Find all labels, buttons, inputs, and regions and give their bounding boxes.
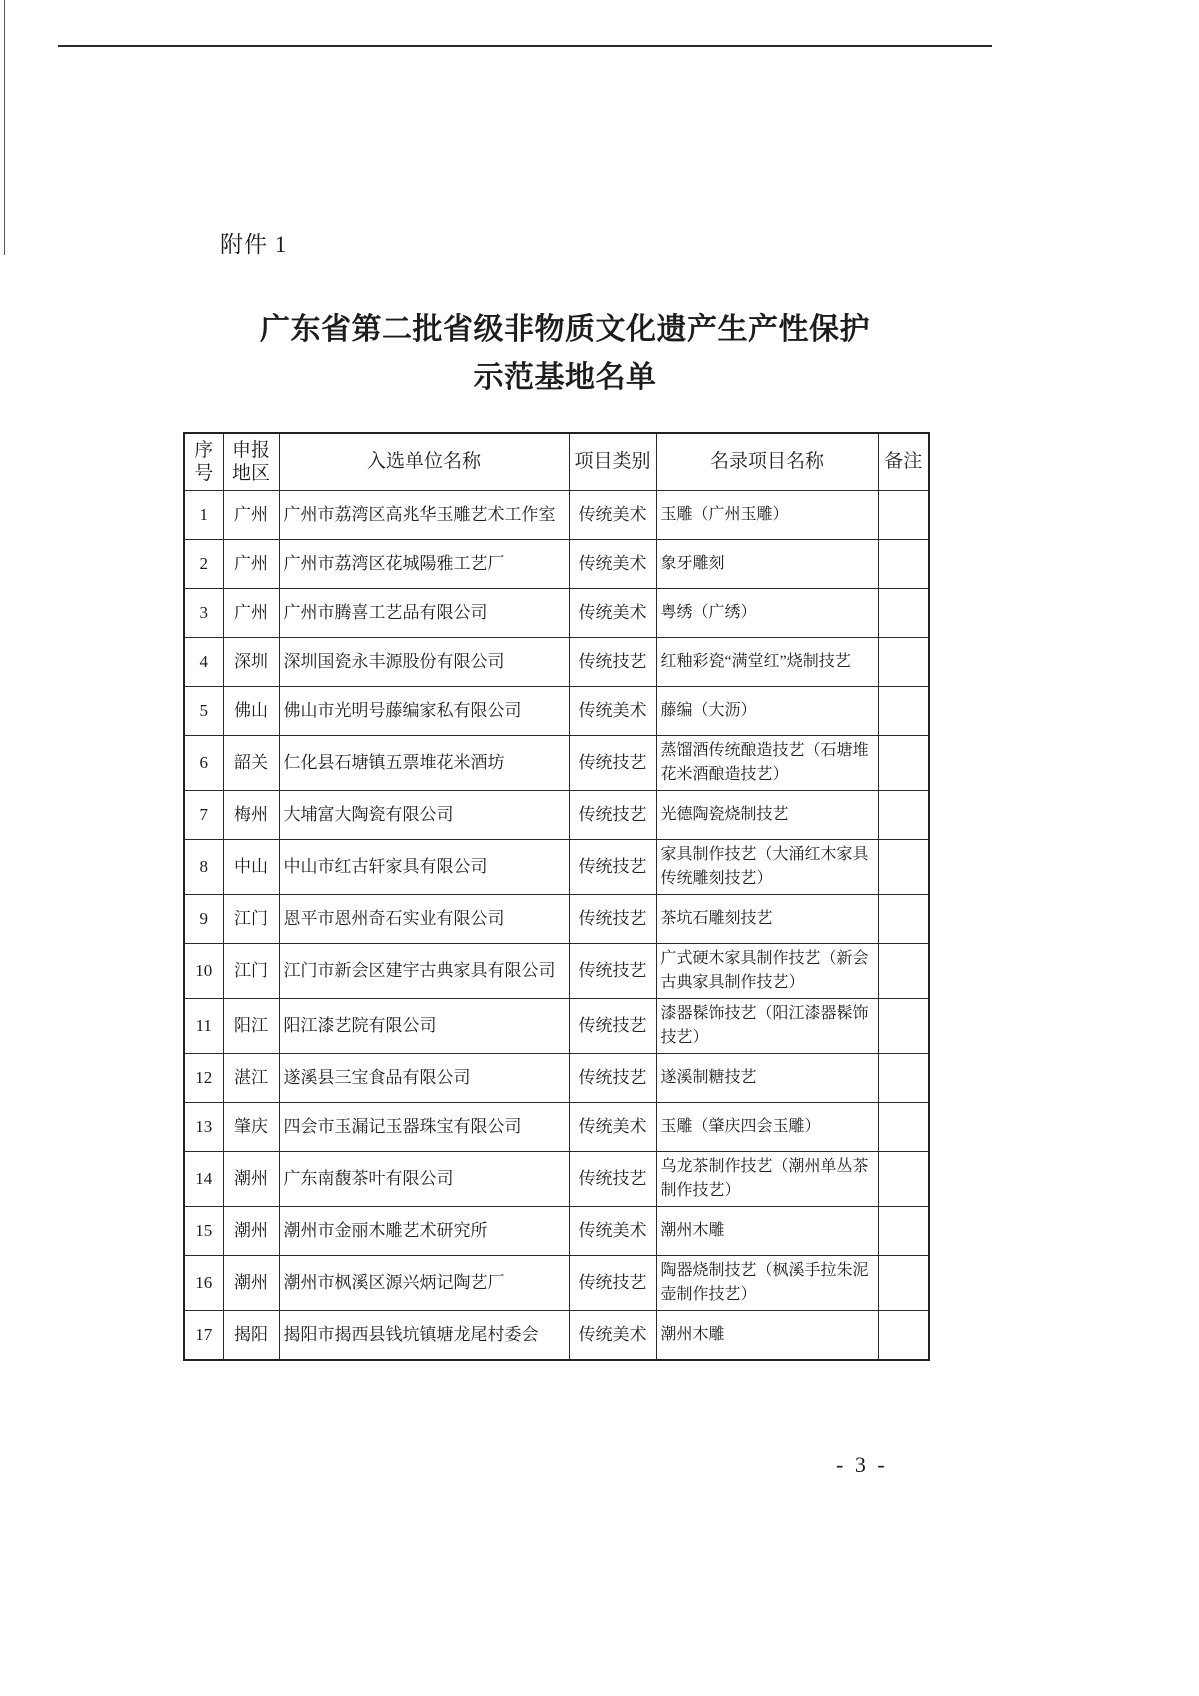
table-row bbox=[184, 1256, 929, 1311]
binding-edge-line bbox=[4, 0, 5, 255]
remark-cell bbox=[878, 944, 929, 999]
unit-name-cell: 广州市荔湾区高兆华玉雕艺术工作室 bbox=[279, 491, 569, 540]
region-cell: 湛江 bbox=[223, 1054, 279, 1103]
header-number: 序号 bbox=[184, 433, 223, 491]
unit-name-cell: 阳江漆艺院有限公司 bbox=[279, 999, 569, 1054]
project-name-cell: 红釉彩瓷“满堂红”烧制技艺 bbox=[656, 638, 878, 687]
project-name-cell: 乌龙茶制作技艺（潮州单丛茶制作技艺） bbox=[656, 1152, 878, 1207]
project-name-cell: 玉雕（肇庆四会玉雕） bbox=[656, 1103, 878, 1152]
remark-cell bbox=[878, 1207, 929, 1256]
remark-cell bbox=[878, 736, 929, 791]
table-body bbox=[184, 491, 929, 1361]
row-number-cell: 9 bbox=[184, 895, 223, 944]
table-row bbox=[184, 791, 929, 840]
document-title bbox=[250, 306, 880, 402]
region-cell: 佛山 bbox=[223, 687, 279, 736]
category-cell: 传统技艺 bbox=[569, 999, 656, 1054]
category-cell: 传统美术 bbox=[569, 540, 656, 589]
row-number-cell: 5 bbox=[184, 687, 223, 736]
region-cell: 广州 bbox=[223, 491, 279, 540]
unit-name-cell: 江门市新会区建宇古典家具有限公司 bbox=[279, 944, 569, 999]
remark-cell bbox=[878, 1311, 929, 1361]
remark-cell bbox=[878, 1152, 929, 1207]
row-number-cell: 3 bbox=[184, 589, 223, 638]
table-row bbox=[184, 999, 929, 1054]
header-rule bbox=[58, 45, 992, 47]
table-row bbox=[184, 736, 929, 791]
table-row bbox=[184, 687, 929, 736]
table-row bbox=[184, 1103, 929, 1152]
project-name-cell: 玉雕（广州玉雕） bbox=[656, 491, 878, 540]
header-remark: 备注 bbox=[878, 433, 929, 491]
row-number-cell: 4 bbox=[184, 638, 223, 687]
category-cell: 传统美术 bbox=[569, 491, 656, 540]
table-row bbox=[184, 540, 929, 589]
project-name-cell: 潮州木雕 bbox=[656, 1311, 878, 1361]
region-cell: 潮州 bbox=[223, 1152, 279, 1207]
region-cell: 江门 bbox=[223, 895, 279, 944]
table-row bbox=[184, 589, 929, 638]
remark-cell bbox=[878, 491, 929, 540]
row-number-cell: 15 bbox=[184, 1207, 223, 1256]
region-cell: 揭阳 bbox=[223, 1311, 279, 1361]
unit-name-cell: 遂溪县三宝食品有限公司 bbox=[279, 1054, 569, 1103]
row-number-cell: 1 bbox=[184, 491, 223, 540]
table-row bbox=[184, 491, 929, 540]
unit-name-cell: 潮州市金丽木雕艺术研究所 bbox=[279, 1207, 569, 1256]
project-name-cell: 光德陶瓷烧制技艺 bbox=[656, 791, 878, 840]
row-number-cell: 13 bbox=[184, 1103, 223, 1152]
row-number-cell: 10 bbox=[184, 944, 223, 999]
project-name-cell: 漆器髹饰技艺（阳江漆器髹饰技艺） bbox=[656, 999, 878, 1054]
region-cell: 潮州 bbox=[223, 1207, 279, 1256]
unit-name-cell: 恩平市恩州奇石实业有限公司 bbox=[279, 895, 569, 944]
category-cell: 传统美术 bbox=[569, 1103, 656, 1152]
header-category: 项目类别 bbox=[569, 433, 656, 491]
row-number-cell: 16 bbox=[184, 1256, 223, 1311]
row-number-cell: 17 bbox=[184, 1311, 223, 1361]
header-row bbox=[184, 433, 929, 491]
region-cell: 中山 bbox=[223, 840, 279, 895]
table-row bbox=[184, 1054, 929, 1103]
category-cell: 传统美术 bbox=[569, 1311, 656, 1361]
remark-cell bbox=[878, 540, 929, 589]
project-name-cell: 潮州木雕 bbox=[656, 1207, 878, 1256]
category-cell: 传统技艺 bbox=[569, 895, 656, 944]
unit-name-cell: 仁化县石塘镇五票堆花米酒坊 bbox=[279, 736, 569, 791]
project-name-cell: 家具制作技艺（大涌红木家具传统雕刻技艺） bbox=[656, 840, 878, 895]
document-title-line-2: 示范基地名单 bbox=[473, 361, 657, 394]
table-row bbox=[184, 1311, 929, 1361]
remark-cell bbox=[878, 687, 929, 736]
unit-name-cell: 广州市腾喜工艺品有限公司 bbox=[279, 589, 569, 638]
row-number-cell: 12 bbox=[184, 1054, 223, 1103]
table-row bbox=[184, 1207, 929, 1256]
remark-cell bbox=[878, 895, 929, 944]
row-number-cell: 11 bbox=[184, 999, 223, 1054]
table-row bbox=[184, 895, 929, 944]
row-number-cell: 8 bbox=[184, 840, 223, 895]
region-cell: 广州 bbox=[223, 540, 279, 589]
project-name-cell: 广式硬木家具制作技艺（新会古典家具制作技艺） bbox=[656, 944, 878, 999]
category-cell: 传统技艺 bbox=[569, 791, 656, 840]
project-name-cell: 遂溪制糖技艺 bbox=[656, 1054, 878, 1103]
unit-name-cell: 中山市红古轩家具有限公司 bbox=[279, 840, 569, 895]
category-cell: 传统技艺 bbox=[569, 638, 656, 687]
remark-cell bbox=[878, 1103, 929, 1152]
category-cell: 传统美术 bbox=[569, 589, 656, 638]
region-cell: 韶关 bbox=[223, 736, 279, 791]
page-number: - 3 - bbox=[836, 1452, 888, 1477]
remark-cell bbox=[878, 999, 929, 1054]
unit-name-cell: 大埔富大陶瓷有限公司 bbox=[279, 791, 569, 840]
document-title-line-1: 广东省第二批省级非物质文化遗产生产性保护 bbox=[260, 313, 870, 346]
project-name-cell: 象牙雕刻 bbox=[656, 540, 878, 589]
table-row bbox=[184, 638, 929, 687]
unit-name-cell: 广东南馥茶叶有限公司 bbox=[279, 1152, 569, 1207]
project-name-cell: 陶器烧制技艺（枫溪手拉朱泥壶制作技艺） bbox=[656, 1256, 878, 1311]
remark-cell bbox=[878, 1256, 929, 1311]
category-cell: 传统技艺 bbox=[569, 840, 656, 895]
attachment-label: 附件 1 bbox=[220, 232, 288, 257]
category-cell: 传统美术 bbox=[569, 1207, 656, 1256]
remark-cell bbox=[878, 1054, 929, 1103]
category-cell: 传统技艺 bbox=[569, 736, 656, 791]
region-cell: 肇庆 bbox=[223, 1103, 279, 1152]
category-cell: 传统技艺 bbox=[569, 1256, 656, 1311]
category-cell: 传统技艺 bbox=[569, 1054, 656, 1103]
table-row bbox=[184, 840, 929, 895]
unit-name-cell: 广州市荔湾区花城陽雅工艺厂 bbox=[279, 540, 569, 589]
row-number-cell: 14 bbox=[184, 1152, 223, 1207]
project-name-cell: 蒸馏酒传统酿造技艺（石塘堆花米酒酿造技艺） bbox=[656, 736, 878, 791]
unit-name-cell: 佛山市光明号藤编家私有限公司 bbox=[279, 687, 569, 736]
unit-name-cell: 揭阳市揭西县钱坑镇塘龙尾村委会 bbox=[279, 1311, 569, 1361]
category-cell: 传统技艺 bbox=[569, 1152, 656, 1207]
header-region: 申报地区 bbox=[223, 433, 279, 491]
row-number-cell: 6 bbox=[184, 736, 223, 791]
base-list-table bbox=[183, 432, 930, 1361]
table-row bbox=[184, 944, 929, 999]
region-cell: 广州 bbox=[223, 589, 279, 638]
project-name-cell: 藤编（大沥） bbox=[656, 687, 878, 736]
region-cell: 江门 bbox=[223, 944, 279, 999]
row-number-cell: 2 bbox=[184, 540, 223, 589]
header-project-name: 名录项目名称 bbox=[656, 433, 878, 491]
region-cell: 深圳 bbox=[223, 638, 279, 687]
header-unit-name: 入选单位名称 bbox=[279, 433, 569, 491]
remark-cell bbox=[878, 791, 929, 840]
category-cell: 传统技艺 bbox=[569, 944, 656, 999]
project-name-cell: 茶坑石雕刻技艺 bbox=[656, 895, 878, 944]
category-cell: 传统美术 bbox=[569, 687, 656, 736]
remark-cell bbox=[878, 589, 929, 638]
unit-name-cell: 深圳国瓷永丰源股份有限公司 bbox=[279, 638, 569, 687]
unit-name-cell: 潮州市枫溪区源兴炳记陶艺厂 bbox=[279, 1256, 569, 1311]
remark-cell bbox=[878, 840, 929, 895]
project-name-cell: 粤绣（广绣） bbox=[656, 589, 878, 638]
region-cell: 潮州 bbox=[223, 1256, 279, 1311]
region-cell: 梅州 bbox=[223, 791, 279, 840]
region-cell: 阳江 bbox=[223, 999, 279, 1054]
remark-cell bbox=[878, 638, 929, 687]
table-header bbox=[184, 433, 929, 491]
row-number-cell: 7 bbox=[184, 791, 223, 840]
unit-name-cell: 四会市玉漏记玉器珠宝有限公司 bbox=[279, 1103, 569, 1152]
table-row bbox=[184, 1152, 929, 1207]
